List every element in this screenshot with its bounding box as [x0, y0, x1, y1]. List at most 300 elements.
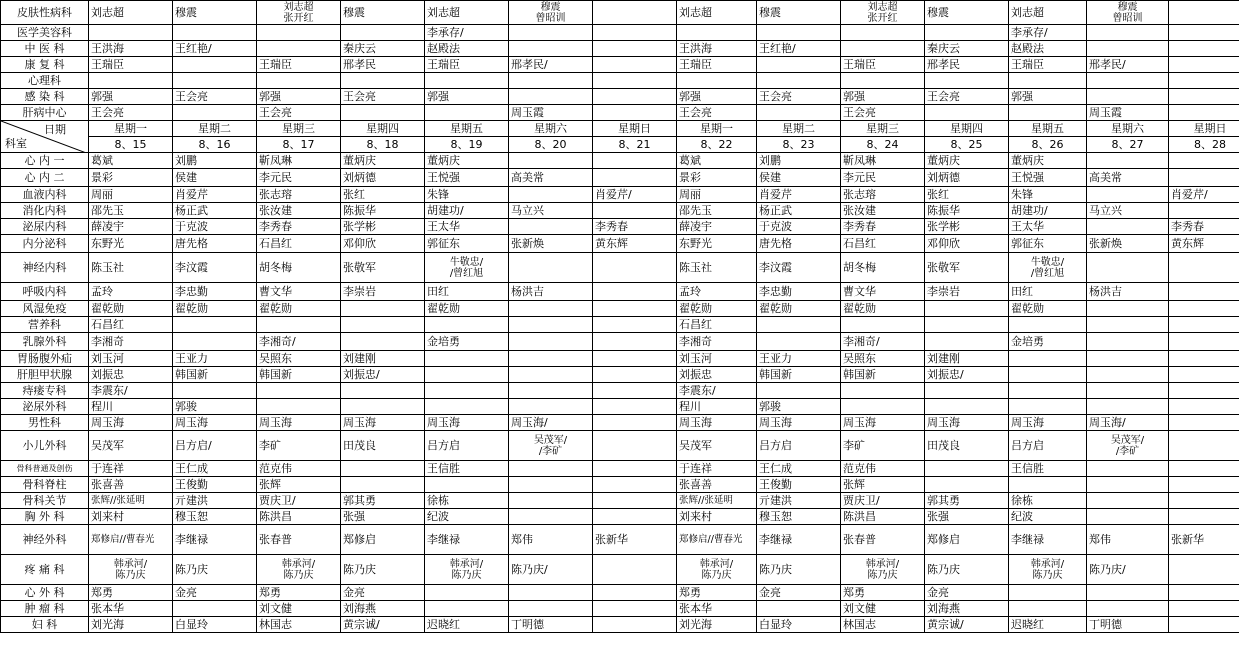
doctor-cell [1087, 585, 1169, 601]
doctor-cell: 景彩 [89, 169, 173, 187]
doctor-cell: 张汝建 [841, 203, 925, 219]
doctor-cell [425, 105, 509, 121]
doctor-cell: 张学彬 [925, 219, 1009, 235]
doctor-cell: 刘志超 [677, 1, 757, 25]
doctor-cell: 邓仰欣 [341, 235, 425, 253]
doctor-cell: 王会亮 [173, 89, 257, 105]
dept-row [1, 203, 1239, 219]
doctor-cell [1009, 399, 1087, 415]
doctor-cell: 穆震 [925, 1, 1009, 25]
doctor-cell [925, 461, 1009, 477]
doctor-cell: 杨洪吉 [1087, 283, 1169, 301]
dept-label: 妇 科 [1, 617, 89, 633]
doctor-cell [1169, 555, 1239, 585]
doctor-cell [1009, 477, 1087, 493]
doctor-cell: 丁明德 [1087, 617, 1169, 633]
doctor-cell: 李汶霞 [757, 253, 841, 283]
dept-label: 消化内科 [1, 203, 89, 219]
doctor-cell: 王俊勤 [757, 477, 841, 493]
doctor-cell: 纪波 [1009, 509, 1087, 525]
doctor-cell: 陈洪昌 [257, 509, 341, 525]
doctor-cell [1087, 317, 1169, 333]
doctor-cell: 董炳庆 [1009, 153, 1087, 169]
doctor-cell [509, 333, 593, 351]
doctor-cell [1009, 585, 1087, 601]
doctor-cell [341, 317, 425, 333]
doctor-cell: 李元民 [257, 169, 341, 187]
doctor-cell [1169, 57, 1239, 73]
doctor-cell [1169, 617, 1239, 633]
doctor-cell: 王信胜 [1009, 461, 1087, 477]
date-cell: 8、25 [925, 137, 1009, 153]
doctor-cell: 石昌红 [841, 235, 925, 253]
doctor-cell [509, 25, 593, 41]
doctor-cell [593, 399, 677, 415]
doctor-cell [509, 187, 593, 203]
dept-row [1, 555, 1239, 585]
doctor-cell [1009, 73, 1087, 89]
doctor-cell: 张喜善 [89, 477, 173, 493]
doctor-cell: 亓建洪 [173, 493, 257, 509]
doctor-cell: 周玉海 [341, 415, 425, 431]
doctor-cell [757, 25, 841, 41]
doctor-cell: 刘光海 [89, 617, 173, 633]
doctor-cell: 刘振忠 [89, 367, 173, 383]
doctor-cell [593, 89, 677, 105]
doctor-cell [593, 283, 677, 301]
doctor-cell [677, 25, 757, 41]
date-cell: 8、19 [425, 137, 509, 153]
doctor-cell [1087, 89, 1169, 105]
doctor-cell: 郑勇 [841, 585, 925, 601]
doctor-cell: 高美常 [1087, 169, 1169, 187]
doctor-cell: 肖爱芹 [173, 187, 257, 203]
doctor-cell [925, 25, 1009, 41]
doctor-cell [925, 399, 1009, 415]
doctor-cell [841, 399, 925, 415]
doctor-cell: 韩国新 [841, 367, 925, 383]
dept-row [1, 509, 1239, 525]
doctor-cell: 于连祥 [89, 461, 173, 477]
doctor-cell: 周玉海 [425, 415, 509, 431]
dept-label: 皮肤性病科 [1, 1, 89, 25]
doctor-cell [425, 73, 509, 89]
doctor-cell: 张春普 [257, 525, 341, 555]
doctor-cell: 韩承河/ 陈乃庆 [677, 555, 757, 585]
doctor-cell: 林国志 [841, 617, 925, 633]
doctor-cell [509, 585, 593, 601]
doctor-cell: 李崇岩 [925, 283, 1009, 301]
doctor-cell [593, 493, 677, 509]
doctor-cell [1009, 601, 1087, 617]
doctor-cell: 胡冬梅 [257, 253, 341, 283]
dept-row [1, 617, 1239, 633]
doctor-cell: 范克伟 [257, 461, 341, 477]
doctor-cell: 郑修启 [341, 525, 425, 555]
doctor-cell [509, 317, 593, 333]
date-cell: 8、20 [509, 137, 593, 153]
doctor-cell: 张强 [341, 509, 425, 525]
doctor-cell [593, 333, 677, 351]
dept-label: 营养科 [1, 317, 89, 333]
doctor-cell [1087, 509, 1169, 525]
doctor-cell: 王红艳/ [173, 41, 257, 57]
doctor-cell: 田红 [1009, 283, 1087, 301]
doctor-cell: 郭征东 [1009, 235, 1087, 253]
doctor-cell [593, 105, 677, 121]
doctor-cell: 郭强 [257, 89, 341, 105]
doctor-cell [257, 41, 341, 57]
doctor-cell: 陈乃庆/ [509, 555, 593, 585]
doctor-cell: 翟乾勋 [173, 301, 257, 317]
doctor-cell: 韩承河/ 陈乃庆 [841, 555, 925, 585]
dept-label: 胸 外 科 [1, 509, 89, 525]
dept-row [1, 585, 1239, 601]
doctor-cell: 王洪海 [677, 41, 757, 57]
corner-date-label: 日期 [44, 123, 66, 136]
doctor-cell: 刘来村 [89, 509, 173, 525]
doctor-cell: 周玉海 [257, 415, 341, 431]
doctor-cell [1169, 73, 1239, 89]
doctor-cell [509, 219, 593, 235]
date-cell: 8、24 [841, 137, 925, 153]
doctor-cell: 东野光 [89, 235, 173, 253]
doctor-cell [509, 253, 593, 283]
doctor-cell [509, 89, 593, 105]
doctor-cell: 张辉 [257, 477, 341, 493]
dept-label: 医学美容科 [1, 25, 89, 41]
doctor-cell: 张新焕 [509, 235, 593, 253]
doctor-cell [1169, 25, 1239, 41]
doctor-cell [925, 73, 1009, 89]
doctor-cell [593, 431, 677, 461]
dept-label: 乳腺外科 [1, 333, 89, 351]
doctor-cell: 郑勇 [677, 585, 757, 601]
doctor-cell: 张红 [925, 187, 1009, 203]
doctor-cell: 陈振华 [341, 203, 425, 219]
dept-label: 呼吸内科 [1, 283, 89, 301]
date-cell: 8、23 [757, 137, 841, 153]
doctor-cell: 刘志超 [89, 1, 173, 25]
doctor-cell: 张学彬 [341, 219, 425, 235]
doctor-cell: 金培勇 [1009, 333, 1087, 351]
doctor-cell: 张敬军 [341, 253, 425, 283]
doctor-cell: 景彩 [677, 169, 757, 187]
date-cell: 8、27 [1087, 137, 1169, 153]
dept-label: 肝胆甲状腺 [1, 367, 89, 383]
doctor-cell [1169, 41, 1239, 57]
doctor-cell: 翟乾勋 [677, 301, 757, 317]
date-row [1, 137, 1239, 153]
dept-row [1, 1, 1239, 25]
doctor-cell: 周玉海 [757, 415, 841, 431]
doctor-cell [89, 25, 173, 41]
weekday-cell: 星期三 [257, 121, 341, 137]
doctor-cell: 葛斌 [89, 153, 173, 169]
corner-dept-label: 科室 [5, 137, 27, 150]
doctor-cell: 于克波 [173, 219, 257, 235]
doctor-cell: 高美常 [509, 169, 593, 187]
doctor-cell: 王瑞臣 [257, 57, 341, 73]
doctor-cell [509, 301, 593, 317]
doctor-cell: 董炳庆 [341, 153, 425, 169]
dept-row [1, 383, 1239, 399]
doctor-cell: 张新焕 [1087, 235, 1169, 253]
doctor-cell [257, 383, 341, 399]
doctor-cell: 郑修启//曹春光 [89, 525, 173, 555]
dept-row [1, 169, 1239, 187]
doctor-cell [341, 477, 425, 493]
doctor-cell [341, 461, 425, 477]
doctor-cell: 肖爱芹 [757, 187, 841, 203]
doctor-cell: 周玉霞 [1087, 105, 1169, 121]
doctor-cell [1169, 317, 1239, 333]
doctor-cell [341, 73, 425, 89]
doctor-cell [1087, 41, 1169, 57]
doctor-cell: 刘建刚 [341, 351, 425, 367]
doctor-cell [1169, 283, 1239, 301]
doctor-cell [841, 41, 925, 57]
doctor-cell: 翟乾勋 [841, 301, 925, 317]
doctor-cell [1087, 493, 1169, 509]
dept-row [1, 333, 1239, 351]
doctor-cell: 刘志超 [1009, 1, 1087, 25]
doctor-cell [757, 383, 841, 399]
doctor-cell: 王俊勤 [173, 477, 257, 493]
doctor-cell: 周丽 [89, 187, 173, 203]
doctor-cell [925, 301, 1009, 317]
doctor-cell: 郑伟 [509, 525, 593, 555]
doctor-cell [1169, 105, 1239, 121]
dept-row [1, 301, 1239, 317]
doctor-cell [593, 585, 677, 601]
doctor-cell: 金亮 [757, 585, 841, 601]
doctor-cell: 孟玲 [677, 283, 757, 301]
doctor-cell: 王红艳/ [757, 41, 841, 57]
doctor-cell: 刘炳德 [341, 169, 425, 187]
doctor-cell: 徐栋 [425, 493, 509, 509]
doctor-cell: 翟乾勋 [757, 301, 841, 317]
doctor-cell: 范克伟 [841, 461, 925, 477]
doctor-cell [425, 383, 509, 399]
doctor-cell: 李震东/ [89, 383, 173, 399]
doctor-cell: 李继禄 [173, 525, 257, 555]
doctor-cell [593, 57, 677, 73]
doctor-cell [509, 73, 593, 89]
doctor-cell [425, 601, 509, 617]
doctor-cell: 肖爱芹/ [593, 187, 677, 203]
doctor-cell: 陈乃庆 [173, 555, 257, 585]
dept-label: 泌尿外科 [1, 399, 89, 415]
doctor-cell: 薛凌宇 [677, 219, 757, 235]
doctor-cell [173, 333, 257, 351]
doctor-cell: 韩承河/ 陈乃庆 [257, 555, 341, 585]
doctor-cell: 刘振忠/ [341, 367, 425, 383]
doctor-cell: 王瑞臣 [677, 57, 757, 73]
doctor-cell: 刘文健 [257, 601, 341, 617]
doctor-cell [1087, 461, 1169, 477]
doctor-cell: 周玉霞 [509, 105, 593, 121]
doctor-cell: 赵殿法 [1009, 41, 1087, 57]
doctor-cell [1087, 399, 1169, 415]
doctor-cell [1087, 301, 1169, 317]
doctor-cell: 吴照东 [257, 351, 341, 367]
doctor-cell: 黄宗诚/ [341, 617, 425, 633]
doctor-cell [593, 25, 677, 41]
doctor-cell [1009, 317, 1087, 333]
doctor-cell: 郭强 [677, 89, 757, 105]
date-cell: 8、22 [677, 137, 757, 153]
doctor-cell: 李继禄 [425, 525, 509, 555]
weekday-cell: 星期五 [1009, 121, 1087, 137]
dept-label: 内分泌科 [1, 235, 89, 253]
doctor-cell: 曹文华 [841, 283, 925, 301]
doctor-cell [425, 317, 509, 333]
doctor-cell: 胡建功/ [1009, 203, 1087, 219]
doctor-cell: 刘振忠/ [925, 367, 1009, 383]
doctor-cell [257, 399, 341, 415]
doctor-cell: 邢孝民 [925, 57, 1009, 73]
dept-row [1, 431, 1239, 461]
weekday-cell: 星期二 [757, 121, 841, 137]
doctor-cell: 金亮 [341, 585, 425, 601]
doctor-cell [1169, 461, 1239, 477]
doctor-cell: 李秀春 [1169, 219, 1239, 235]
doctor-cell: 李湘奇 [677, 333, 757, 351]
doctor-cell [341, 383, 425, 399]
doctor-cell: 田红 [425, 283, 509, 301]
doctor-cell: 韩国新 [757, 367, 841, 383]
doctor-cell: 王仁成 [757, 461, 841, 477]
doctor-cell [1169, 431, 1239, 461]
doctor-cell [593, 317, 677, 333]
doctor-cell: 陈洪昌 [841, 509, 925, 525]
weekday-cell: 星期一 [677, 121, 757, 137]
dept-label: 泌尿内科 [1, 219, 89, 235]
doctor-cell [1087, 187, 1169, 203]
doctor-cell [1087, 477, 1169, 493]
doctor-cell: 吴茂军/ /李矿 [1087, 431, 1169, 461]
doctor-cell: 刘振忠 [677, 367, 757, 383]
doctor-cell: 李承存/ [425, 25, 509, 41]
doctor-cell: 张志瑢 [841, 187, 925, 203]
doctor-cell: 李秀春 [593, 219, 677, 235]
doctor-cell: 靳凤琳 [841, 153, 925, 169]
dept-row [1, 367, 1239, 383]
doctor-cell: 张喜善 [677, 477, 757, 493]
doctor-cell: 胡建功/ [425, 203, 509, 219]
doctor-cell [509, 509, 593, 525]
doctor-cell: 韩国新 [173, 367, 257, 383]
doctor-cell: 纪波 [425, 509, 509, 525]
weekday-cell: 星期一 [89, 121, 173, 137]
doctor-cell: 金亮 [173, 585, 257, 601]
dept-row [1, 283, 1239, 301]
weekday-cell: 星期日 [1169, 121, 1239, 137]
doctor-cell: 周玉海 [925, 415, 1009, 431]
doctor-cell: 肖爱芹/ [1169, 187, 1239, 203]
doctor-cell: 丁明德 [509, 617, 593, 633]
doctor-cell: 田茂良 [341, 431, 425, 461]
doctor-cell: 郭强 [425, 89, 509, 105]
doctor-cell [1009, 383, 1087, 399]
doctor-cell: 刘光海 [677, 617, 757, 633]
doctor-cell [173, 601, 257, 617]
doctor-cell [173, 57, 257, 73]
doctor-cell [593, 1, 677, 25]
doctor-cell [341, 333, 425, 351]
doctor-cell [925, 105, 1009, 121]
dept-label: 神经外科 [1, 525, 89, 555]
doctor-cell: 吕方启/ [173, 431, 257, 461]
doctor-cell: 石昌红 [677, 317, 757, 333]
doctor-cell: 贾庆卫/ [257, 493, 341, 509]
doctor-cell: 翟乾勋 [89, 301, 173, 317]
dept-label: 小儿外科 [1, 431, 89, 461]
doctor-cell: 王亚力 [757, 351, 841, 367]
doctor-cell: 于连祥 [677, 461, 757, 477]
doctor-cell: 黄东辉 [593, 235, 677, 253]
doctor-cell: 王太华 [425, 219, 509, 235]
doctor-cell [173, 25, 257, 41]
doctor-cell: 王悦强 [425, 169, 509, 187]
dept-row [1, 317, 1239, 333]
doctor-cell [757, 57, 841, 73]
dept-row [1, 219, 1239, 235]
doctor-cell: 李继禄 [1009, 525, 1087, 555]
dept-row [1, 253, 1239, 283]
date-cell: 8、17 [257, 137, 341, 153]
doctor-cell: 郑勇 [89, 585, 173, 601]
doctor-cell: 秦庆云 [341, 41, 425, 57]
doctor-cell: 张红 [341, 187, 425, 203]
doctor-cell: 邵先玉 [89, 203, 173, 219]
doctor-cell: 郭征东 [425, 235, 509, 253]
doctor-cell: 李崇岩 [341, 283, 425, 301]
doctor-cell [593, 41, 677, 57]
doctor-cell: 张敬军 [925, 253, 1009, 283]
doctor-cell [1169, 333, 1239, 351]
weekday-cell: 星期四 [341, 121, 425, 137]
doctor-cell: 翟乾勋 [425, 301, 509, 317]
doctor-cell [677, 73, 757, 89]
doctor-cell: 金亮 [925, 585, 1009, 601]
dept-row [1, 493, 1239, 509]
doctor-cell: 周玉海/ [509, 415, 593, 431]
dept-label: 痔瘘专科 [1, 383, 89, 399]
doctor-cell [89, 73, 173, 89]
doctor-cell [1087, 73, 1169, 89]
doctor-cell: 王瑞臣 [1009, 57, 1087, 73]
doctor-cell [509, 399, 593, 415]
doctor-cell [425, 367, 509, 383]
dept-row [1, 41, 1239, 57]
doctor-cell: 刘文健 [841, 601, 925, 617]
doctor-cell: 白显玲 [173, 617, 257, 633]
doctor-cell: 陈乃庆 [925, 555, 1009, 585]
doctor-cell: 曹文华 [257, 283, 341, 301]
date-cell: 8、18 [341, 137, 425, 153]
doctor-cell: 翟乾勋 [257, 301, 341, 317]
dept-label: 肿 瘤 科 [1, 601, 89, 617]
doctor-cell: 邢孝民 [341, 57, 425, 73]
weekday-row [1, 121, 1239, 137]
doctor-cell: 韩国新 [257, 367, 341, 383]
doctor-cell: 杨正武 [757, 203, 841, 219]
dept-row [1, 525, 1239, 555]
doctor-cell: 吕方启 [425, 431, 509, 461]
doctor-cell: 张新华 [593, 525, 677, 555]
